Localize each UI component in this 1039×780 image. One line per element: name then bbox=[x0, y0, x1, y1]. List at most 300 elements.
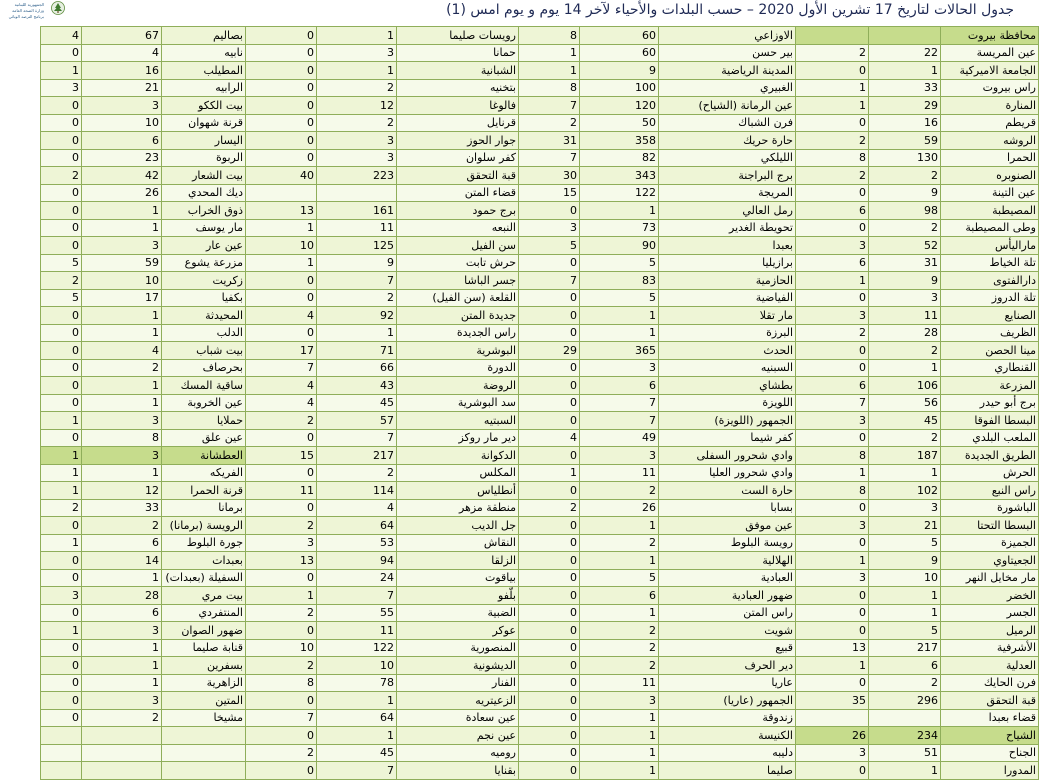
cell-total: 5 bbox=[580, 289, 659, 307]
table-row bbox=[41, 517, 1039, 535]
cell-total: 28 bbox=[82, 587, 162, 605]
cell-total: 31 bbox=[869, 254, 941, 272]
cell-name: الربوة bbox=[162, 149, 246, 167]
cell-total: 1 bbox=[317, 27, 397, 45]
cell-total bbox=[317, 184, 397, 202]
cell-name: المصيطبة bbox=[941, 202, 1039, 220]
cell-total: 102 bbox=[869, 482, 941, 500]
district-header-cell: العطشانة bbox=[162, 447, 246, 465]
cell-total: 1 bbox=[82, 464, 162, 482]
cell-total: 1 bbox=[580, 762, 659, 780]
cell-name: الديشونية bbox=[397, 657, 519, 675]
cell-recent: 0 bbox=[519, 744, 580, 762]
cell-name: الهلالية bbox=[659, 552, 796, 570]
cell-name: مزرعة يشوع bbox=[162, 254, 246, 272]
cell-total: 4 bbox=[82, 44, 162, 62]
cell-recent: 0 bbox=[246, 727, 317, 745]
cell-name: الدلب bbox=[162, 324, 246, 342]
cell-name: الملعب البلدي bbox=[941, 429, 1039, 447]
cell-name: عين موفق bbox=[659, 517, 796, 535]
cell-total: 2 bbox=[869, 167, 941, 185]
cell-total: 59 bbox=[869, 132, 941, 150]
cell-total: 98 bbox=[869, 202, 941, 220]
cell-total: 122 bbox=[580, 184, 659, 202]
cell-name: زندوقة bbox=[659, 709, 796, 727]
cell-total: 92 bbox=[317, 307, 397, 325]
table-row bbox=[41, 44, 1039, 62]
cell-name: صليما bbox=[659, 762, 796, 780]
cell-total: 22 bbox=[869, 44, 941, 62]
cell-recent: 0 bbox=[796, 184, 869, 202]
cell-name bbox=[162, 744, 246, 762]
table-row bbox=[41, 569, 1039, 587]
cell-name: المدينة الرياضية bbox=[659, 62, 796, 80]
cell-recent: 2 bbox=[246, 744, 317, 762]
cell-name: ماراليأس bbox=[941, 237, 1039, 255]
cell-recent: 0 bbox=[796, 534, 869, 552]
cell-recent: 0 bbox=[41, 97, 82, 115]
cell-name: بطشاي bbox=[659, 377, 796, 395]
cell-total: 71 bbox=[317, 342, 397, 360]
cell-recent: 1 bbox=[246, 587, 317, 605]
cell-total: 1 bbox=[82, 394, 162, 412]
cell-name: رويسات صليما bbox=[397, 27, 519, 45]
cell-name: الدكوانة bbox=[397, 447, 519, 465]
cell-recent: 0 bbox=[41, 552, 82, 570]
cell-total: 4 bbox=[82, 342, 162, 360]
cell-name: عين عار bbox=[162, 237, 246, 255]
cell-total: 6 bbox=[869, 657, 941, 675]
table-row bbox=[41, 447, 1039, 465]
cell-total: 3 bbox=[317, 132, 397, 150]
cell-recent: 1 bbox=[246, 219, 317, 237]
cell-recent: 0 bbox=[246, 324, 317, 342]
cell-recent: 0 bbox=[519, 412, 580, 430]
cell-recent: 2 bbox=[519, 114, 580, 132]
cell-name: عوكر bbox=[397, 622, 519, 640]
cell-name: الجناح bbox=[941, 744, 1039, 762]
cell-name: كفر سلوان bbox=[397, 149, 519, 167]
cell-name: قريطم bbox=[941, 114, 1039, 132]
cell-name: الحازمية bbox=[659, 272, 796, 290]
cell-total: 1 bbox=[317, 692, 397, 710]
cell-name: الجميزة bbox=[941, 534, 1039, 552]
cell-recent: 1 bbox=[41, 622, 82, 640]
cell-total: 50 bbox=[580, 114, 659, 132]
cell-recent: 8 bbox=[796, 447, 869, 465]
cell-name: بقنايا bbox=[397, 762, 519, 780]
cell-total: 2 bbox=[869, 219, 941, 237]
cell-total: 3 bbox=[317, 44, 397, 62]
district-header-cell: محافظة بيروت bbox=[941, 27, 1039, 45]
cell-total: 11 bbox=[580, 464, 659, 482]
cell-recent: 4 bbox=[246, 394, 317, 412]
cell-total: 45 bbox=[317, 744, 397, 762]
table-row bbox=[41, 587, 1039, 605]
cell-recent: 1 bbox=[796, 464, 869, 482]
cell-total: 358 bbox=[580, 132, 659, 150]
cell-total: 59 bbox=[82, 254, 162, 272]
cell-name: بسفرين bbox=[162, 657, 246, 675]
cell-recent: 3 bbox=[41, 587, 82, 605]
cell-recent: 13 bbox=[246, 552, 317, 570]
cell-name: الرويسة (برمانا) bbox=[162, 517, 246, 535]
district-header-cell: 26 bbox=[796, 727, 869, 745]
cell-name: ضهور العبادية bbox=[659, 587, 796, 605]
cell-total: 2 bbox=[580, 657, 659, 675]
cell-total: 11 bbox=[869, 307, 941, 325]
cell-recent: 0 bbox=[41, 324, 82, 342]
cell-recent: 4 bbox=[246, 307, 317, 325]
cell-name: الصنوبره bbox=[941, 167, 1039, 185]
cell-recent: 0 bbox=[519, 587, 580, 605]
table-row bbox=[41, 184, 1039, 202]
cell-recent: 2 bbox=[519, 499, 580, 517]
cell-recent: 7 bbox=[519, 97, 580, 115]
cell-recent: 0 bbox=[246, 62, 317, 80]
cell-recent: 13 bbox=[246, 202, 317, 220]
cell-name: عين علق bbox=[162, 429, 246, 447]
cell-recent: 8 bbox=[519, 79, 580, 97]
cell-name: البسطا التحتا bbox=[941, 517, 1039, 535]
cell-total: 3 bbox=[869, 289, 941, 307]
table-row bbox=[41, 27, 1039, 45]
cell-recent: 0 bbox=[519, 552, 580, 570]
cell-recent: 7 bbox=[796, 394, 869, 412]
cell-recent: 0 bbox=[41, 219, 82, 237]
cell-recent: 0 bbox=[41, 604, 82, 622]
cell-name: الفريكه bbox=[162, 464, 246, 482]
cell-name: القلعة (سن الفيل) bbox=[397, 289, 519, 307]
cell-total: 187 bbox=[869, 447, 941, 465]
cell-recent: 8 bbox=[519, 27, 580, 45]
cell-name: قضاء المتن bbox=[397, 184, 519, 202]
cell-recent: 0 bbox=[519, 622, 580, 640]
cell-name: عين التينة bbox=[941, 184, 1039, 202]
cell-name: حمانا bbox=[397, 44, 519, 62]
cell-name: الشبانية bbox=[397, 62, 519, 80]
cell-name: حارة حريك bbox=[659, 132, 796, 150]
cell-recent: 2 bbox=[796, 44, 869, 62]
cell-total: 1 bbox=[580, 604, 659, 622]
cell-name: زكريت bbox=[162, 272, 246, 290]
cell-name: الحرش bbox=[941, 464, 1039, 482]
table-row bbox=[41, 114, 1039, 132]
cell-total: 21 bbox=[82, 79, 162, 97]
cell-recent: 0 bbox=[41, 342, 82, 360]
cell-name: تلة الخياط bbox=[941, 254, 1039, 272]
cell-total: 2 bbox=[317, 79, 397, 97]
cell-total: 1 bbox=[580, 517, 659, 535]
cell-name: دارالفتوى bbox=[941, 272, 1039, 290]
cell-name: الصنايع bbox=[941, 307, 1039, 325]
cell-name: الطريق الجديدة bbox=[941, 447, 1039, 465]
cell-total: 2 bbox=[82, 359, 162, 377]
cell-recent: 0 bbox=[796, 499, 869, 517]
cell-recent: 2 bbox=[246, 517, 317, 535]
cell-recent: 0 bbox=[41, 44, 82, 62]
cell-name: جديدة المتن bbox=[397, 307, 519, 325]
cell-name: البسطا الفوقا bbox=[941, 412, 1039, 430]
cell-total bbox=[82, 727, 162, 745]
cell-recent: 40 bbox=[246, 167, 317, 185]
cell-total: 1 bbox=[869, 587, 941, 605]
cell-total: 1 bbox=[317, 62, 397, 80]
cell-total: 3 bbox=[82, 622, 162, 640]
cell-recent: 0 bbox=[519, 657, 580, 675]
cell-total: 217 bbox=[317, 447, 397, 465]
cell-name bbox=[162, 727, 246, 745]
cell-recent: 0 bbox=[519, 447, 580, 465]
cell-total: 1 bbox=[82, 639, 162, 657]
cell-recent: 0 bbox=[519, 307, 580, 325]
cell-total: 3 bbox=[580, 447, 659, 465]
cell-recent: 1 bbox=[41, 464, 82, 482]
table-row bbox=[41, 342, 1039, 360]
cell-total: 1 bbox=[869, 762, 941, 780]
cell-total: 17 bbox=[82, 289, 162, 307]
cell-recent: 5 bbox=[41, 289, 82, 307]
cell-name: منطقة مزهر bbox=[397, 499, 519, 517]
cell-recent: 0 bbox=[796, 219, 869, 237]
cell-recent: 8 bbox=[796, 149, 869, 167]
cell-name: المنصورية bbox=[397, 639, 519, 657]
cell-total: 43 bbox=[317, 377, 397, 395]
cell-total: 100 bbox=[580, 79, 659, 97]
cell-recent: 2 bbox=[41, 499, 82, 517]
cases-table-body bbox=[41, 27, 1039, 780]
table-row bbox=[41, 377, 1039, 395]
cell-total: 53 bbox=[317, 534, 397, 552]
cell-total: 64 bbox=[317, 517, 397, 535]
district-header-cell bbox=[869, 27, 941, 45]
cell-name: تحويطة الغدير bbox=[659, 219, 796, 237]
cell-total: 2 bbox=[580, 482, 659, 500]
cell-name: الروشه bbox=[941, 132, 1039, 150]
cell-name: بيت مري bbox=[162, 587, 246, 605]
cell-name: عاريا bbox=[659, 674, 796, 692]
cell-recent: 0 bbox=[41, 674, 82, 692]
cases-table bbox=[40, 26, 1039, 780]
cell-name: تلة الدروز bbox=[941, 289, 1039, 307]
cell-recent: 0 bbox=[519, 324, 580, 342]
cell-recent: 0 bbox=[41, 202, 82, 220]
cell-total: 83 bbox=[580, 272, 659, 290]
cell-name: ساقية المسك bbox=[162, 377, 246, 395]
cell-total: 9 bbox=[869, 552, 941, 570]
cell-recent: 5 bbox=[41, 254, 82, 272]
cell-recent: 1 bbox=[519, 464, 580, 482]
cell-total: 28 bbox=[869, 324, 941, 342]
cell-total: 23 bbox=[82, 149, 162, 167]
cell-name: الدورة bbox=[397, 359, 519, 377]
cell-recent: 15 bbox=[519, 184, 580, 202]
cell-name: قنابة صليما bbox=[162, 639, 246, 657]
cell-recent bbox=[796, 709, 869, 727]
cell-total: 49 bbox=[580, 429, 659, 447]
cell-recent: 0 bbox=[796, 604, 869, 622]
cell-total: 3 bbox=[580, 359, 659, 377]
cell-total: 57 bbox=[317, 412, 397, 430]
cell-total: 5 bbox=[869, 622, 941, 640]
cell-total: 10 bbox=[317, 657, 397, 675]
cell-total bbox=[869, 709, 941, 727]
cell-total: 1 bbox=[580, 307, 659, 325]
cell-total: 7 bbox=[317, 587, 397, 605]
cell-name: وادي شحرور السفلى bbox=[659, 447, 796, 465]
cell-recent: 6 bbox=[796, 254, 869, 272]
district-header-cell bbox=[796, 27, 869, 45]
cell-name: برج البراجنة bbox=[659, 167, 796, 185]
cell-recent: 3 bbox=[519, 219, 580, 237]
cell-recent: 4 bbox=[246, 377, 317, 395]
cell-recent: 1 bbox=[796, 272, 869, 290]
table-row bbox=[41, 132, 1039, 150]
cell-name: الروضة bbox=[397, 377, 519, 395]
cell-recent: 1 bbox=[41, 534, 82, 552]
cell-recent: 0 bbox=[519, 394, 580, 412]
cell-total: 1 bbox=[82, 377, 162, 395]
cell-total: 1 bbox=[869, 359, 941, 377]
cell-name: مينا الحصن bbox=[941, 342, 1039, 360]
cell-total: 11 bbox=[580, 674, 659, 692]
table-row bbox=[41, 237, 1039, 255]
cell-total: 60 bbox=[580, 27, 659, 45]
cell-name: رويسة البلوط bbox=[659, 534, 796, 552]
cell-recent: 2 bbox=[41, 167, 82, 185]
cell-name: برج أبو حيدر bbox=[941, 394, 1039, 412]
table-row bbox=[41, 692, 1039, 710]
cell-total: 14 bbox=[82, 552, 162, 570]
cell-total: 73 bbox=[580, 219, 659, 237]
cell-total: 21 bbox=[869, 517, 941, 535]
cell-name: بكفيا bbox=[162, 289, 246, 307]
cell-name: مشيخا bbox=[162, 709, 246, 727]
cell-recent: 0 bbox=[41, 569, 82, 587]
cell-name: الليلكي bbox=[659, 149, 796, 167]
cell-total: 42 bbox=[82, 167, 162, 185]
cell-recent: 10 bbox=[246, 237, 317, 255]
cell-name: البرزة bbox=[659, 324, 796, 342]
cell-name: سن الفيل bbox=[397, 237, 519, 255]
cell-recent: 17 bbox=[246, 342, 317, 360]
cell-total: 2 bbox=[317, 289, 397, 307]
table-row bbox=[41, 97, 1039, 115]
cell-name: الغبيري bbox=[659, 79, 796, 97]
cell-total: 9 bbox=[580, 62, 659, 80]
cell-name: دير الحرف bbox=[659, 657, 796, 675]
cell-total: 7 bbox=[580, 394, 659, 412]
cell-recent: 3 bbox=[796, 569, 869, 587]
cell-total: 1 bbox=[82, 324, 162, 342]
table-row bbox=[41, 167, 1039, 185]
cell-total: 1 bbox=[869, 464, 941, 482]
cell-total: 6 bbox=[82, 534, 162, 552]
cell-total: 1 bbox=[317, 727, 397, 745]
cell-name: ذوق الخراب bbox=[162, 202, 246, 220]
cell-name: المزرعة bbox=[941, 377, 1039, 395]
cell-total: 130 bbox=[869, 149, 941, 167]
cell-recent: 0 bbox=[246, 289, 317, 307]
cell-recent: 1 bbox=[796, 79, 869, 97]
cell-recent: 1 bbox=[796, 552, 869, 570]
cell-recent: 0 bbox=[796, 114, 869, 132]
table-row bbox=[41, 359, 1039, 377]
cell-recent: 2 bbox=[41, 272, 82, 290]
cell-recent: 0 bbox=[246, 97, 317, 115]
district-header-cell: 1 bbox=[41, 447, 82, 465]
cell-total: 2 bbox=[317, 464, 397, 482]
cell-recent: 31 bbox=[519, 132, 580, 150]
cell-total: 122 bbox=[317, 639, 397, 657]
cell-name: الظريف bbox=[941, 324, 1039, 342]
cell-name: الجمهور (عاريا) bbox=[659, 692, 796, 710]
cell-name: بصاليم bbox=[162, 27, 246, 45]
cell-recent: 1 bbox=[519, 62, 580, 80]
cell-name: قبيع bbox=[659, 639, 796, 657]
cell-recent: 0 bbox=[246, 27, 317, 45]
table-row bbox=[41, 622, 1039, 640]
table-row bbox=[41, 709, 1039, 727]
cell-recent: 0 bbox=[41, 307, 82, 325]
cedar-emblem-icon bbox=[50, 1, 66, 15]
cell-name: راس الجديدة bbox=[397, 324, 519, 342]
cell-recent: 0 bbox=[519, 692, 580, 710]
cell-name: حملايا bbox=[162, 412, 246, 430]
table-row bbox=[41, 254, 1039, 272]
cell-total: 10 bbox=[82, 114, 162, 132]
cell-total: 6 bbox=[580, 377, 659, 395]
table-row bbox=[41, 464, 1039, 482]
cell-recent: 2 bbox=[246, 657, 317, 675]
table-row bbox=[41, 272, 1039, 290]
cell-recent bbox=[41, 727, 82, 745]
cell-total: 296 bbox=[869, 692, 941, 710]
table-row bbox=[41, 744, 1039, 762]
cell-total: 60 bbox=[580, 44, 659, 62]
cell-name: الاوزاعي bbox=[659, 27, 796, 45]
cell-name: وطى المصيطبة bbox=[941, 219, 1039, 237]
table-row bbox=[41, 219, 1039, 237]
cell-total: 9 bbox=[317, 254, 397, 272]
cell-name: المدورا bbox=[941, 762, 1039, 780]
cell-name: اللويزة bbox=[659, 394, 796, 412]
cell-name: بعبدا bbox=[659, 237, 796, 255]
cell-recent: 7 bbox=[246, 359, 317, 377]
cell-total: 11 bbox=[317, 622, 397, 640]
cell-name: المتين bbox=[162, 692, 246, 710]
cell-recent: 0 bbox=[41, 132, 82, 150]
cell-recent: 0 bbox=[246, 429, 317, 447]
cell-total: 3 bbox=[82, 692, 162, 710]
cell-total: 5 bbox=[869, 534, 941, 552]
cell-total: 10 bbox=[869, 569, 941, 587]
cell-name: برمانا bbox=[162, 499, 246, 517]
cell-name: عين سعادة bbox=[397, 709, 519, 727]
cell-name: حرش تابت bbox=[397, 254, 519, 272]
cell-total: 1 bbox=[82, 569, 162, 587]
cell-total: 8 bbox=[82, 429, 162, 447]
cell-total: 2 bbox=[580, 639, 659, 657]
cell-total: 1 bbox=[869, 604, 941, 622]
page-title: جدول الحالات لتاريخ 17 تشرين الأول 2020 – حسب البلدات والأحياء لآخر 14 يوم و يوم امس (1) bbox=[446, 2, 1014, 18]
table-row bbox=[41, 657, 1039, 675]
cell-recent: 7 bbox=[246, 709, 317, 727]
cell-recent: 0 bbox=[796, 359, 869, 377]
cell-name: النقاش bbox=[397, 534, 519, 552]
cell-recent: 0 bbox=[519, 727, 580, 745]
cell-name: كفر شيما bbox=[659, 429, 796, 447]
